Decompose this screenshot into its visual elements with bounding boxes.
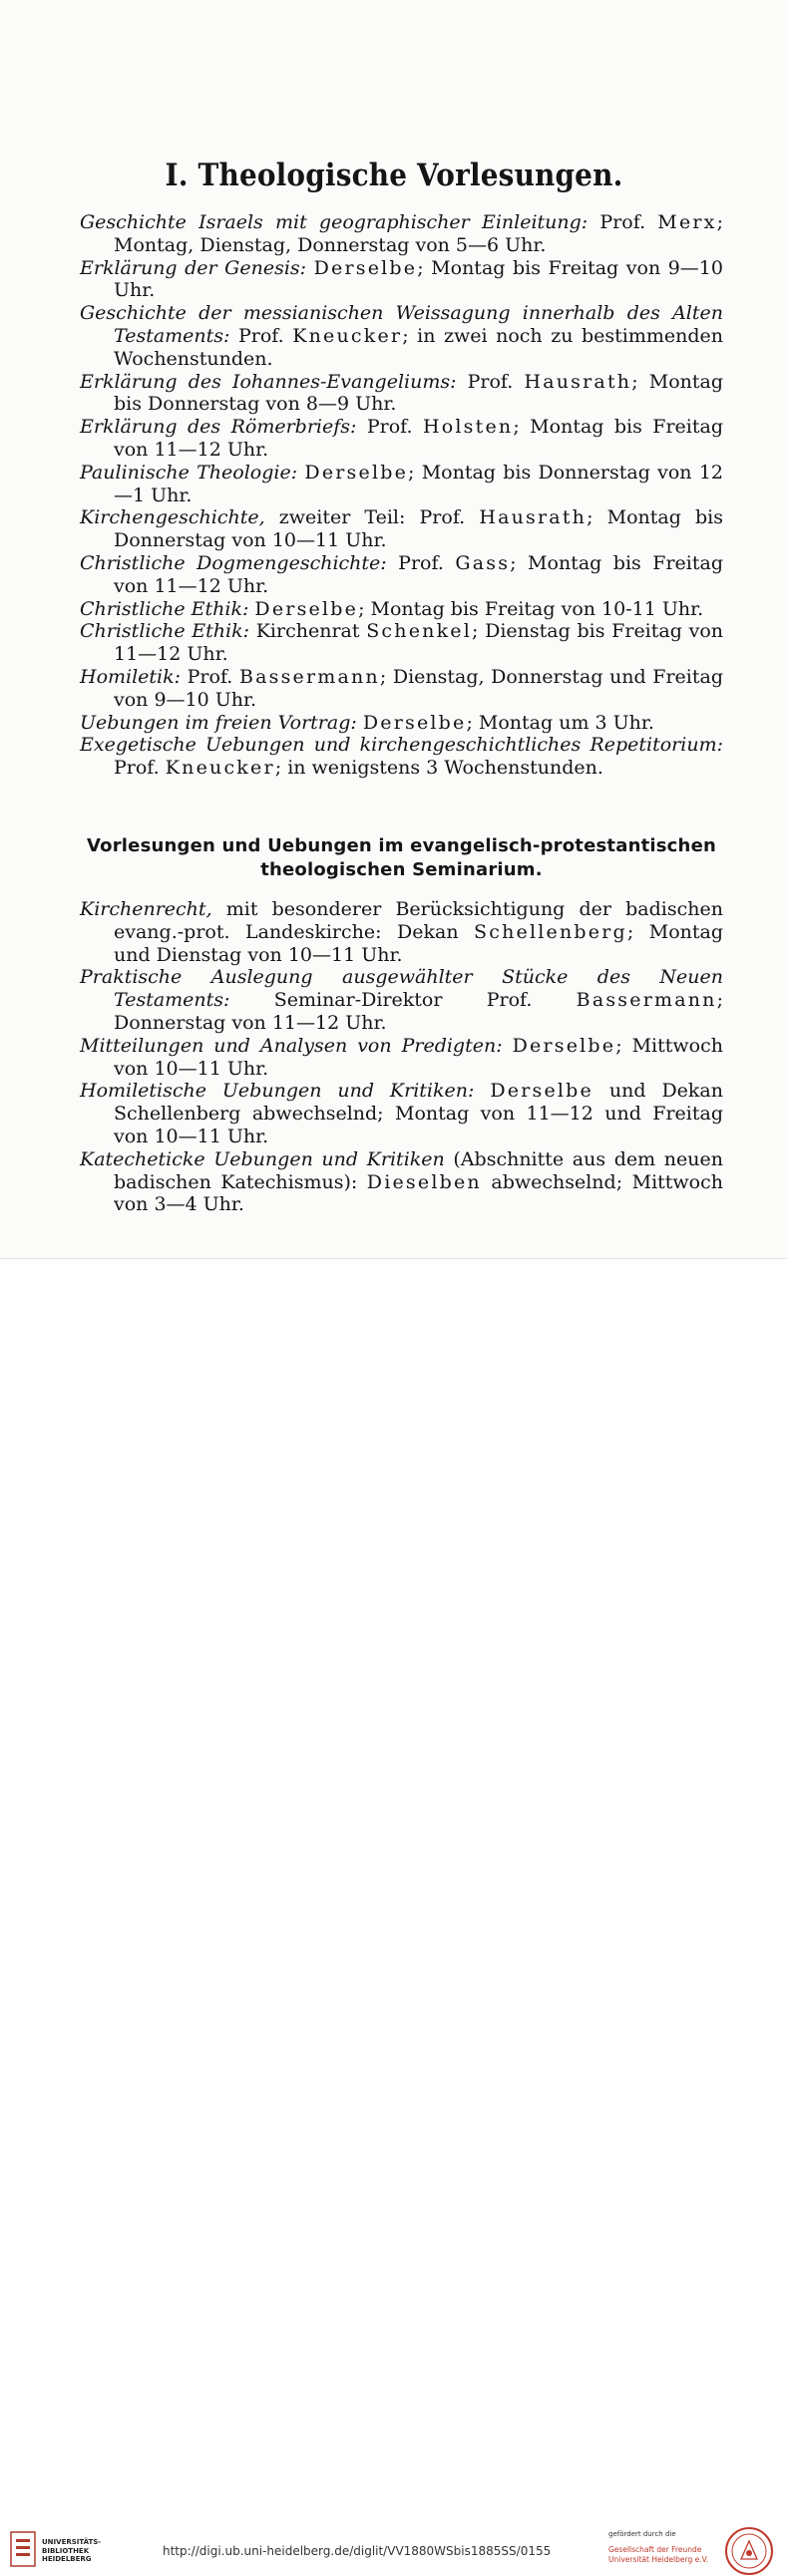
course-entry [80, 666, 723, 712]
entry-schedule: ; Montag um 3 Uhr. [466, 711, 654, 734]
library-name-line: UNIVERSITÄTS- [42, 2538, 102, 2546]
entry-schedule: ; Montag bis Freitag von 11—12 Uhr. [114, 416, 723, 461]
page-title: I. Theologische Vorlesungen. [165, 158, 623, 193]
lecturer-name: Hausrath [524, 370, 632, 393]
sponsor-line: Gesellschaft der Freunde [608, 2545, 702, 2554]
lecturer-name: Kneucker [165, 757, 275, 780]
course-entry [80, 620, 723, 666]
library-name-line: HEIDELBERG [42, 2555, 92, 2563]
section-heading-line-2: theologischen Seminarium. [260, 859, 543, 880]
course-entry [80, 416, 723, 462]
entry-text: mit besonderer Berücksichtigung der badischen evang.-prot. Landeskirche: Dekan [114, 898, 723, 943]
course-entry [80, 712, 723, 735]
lecturer-name: Schenkel [366, 620, 473, 643]
lecturer-name: Derselbe [512, 1034, 616, 1057]
course-title: Homiletik: [80, 665, 182, 688]
lecturer-name: Schellenberg [474, 920, 627, 943]
section-heading-line-1: Vorlesungen und Uebungen im evangelisch-protestantischen [87, 835, 716, 856]
course-entry [80, 966, 723, 1034]
source-url-link[interactable]: http://digi.ub.uni-heidelberg.de/diglit/VV1880WSbis1885SS/0155 [163, 2544, 552, 2558]
course-title: Geschichte der messianischen Weissagung innerhalb des Alten Testaments: [80, 302, 723, 347]
course-entry [80, 1035, 723, 1081]
sponsor-line: Universität Heidelberg e.V. [608, 2555, 709, 2564]
entry-schedule: ; Montag, Dienstag, Donnerstag von 5—6 Uhr. [114, 211, 723, 256]
course-title: Christliche Dogmengeschichte: [80, 551, 387, 574]
library-name [42, 2538, 101, 2564]
entry-schedule: ; Montag bis Donnerstag von 8—9 Uhr. [114, 370, 724, 416]
seminar-list [80, 898, 723, 1216]
lecturer-name: Bassermann [238, 665, 380, 688]
lecturer-name: Derselbe [313, 256, 418, 279]
entry-schedule: ; in wenigstens 3 Wochenstunden. [274, 757, 603, 780]
entry-text: Prof. [456, 370, 525, 393]
entry-schedule: ; Montag bis Freitag von 10-11 Uhr. [358, 597, 704, 620]
entry-schedule: ; Montag bis Freitag von 11—12 Uhr. [114, 551, 723, 597]
course-title: Christliche Ethik: [80, 597, 249, 620]
entry-text: (Abschnitte aus dem neuen badischen Katechismus): [114, 1147, 723, 1193]
course-title: Katecheticke Uebungen und Kritiken [80, 1147, 445, 1170]
entry-schedule: ; Montag bis Donnerstag von 12—1 Uhr. [114, 461, 723, 506]
entry-schedule: ; Donnerstag von 11—12 Uhr. [114, 989, 723, 1034]
lecturer-name: Gass [455, 551, 511, 574]
course-title: Paulinische Theologie: [80, 461, 298, 483]
course-entry [80, 734, 723, 780]
entry-schedule: und Dekan Schellenberg abwechselnd; Montag von 11—12 und Freitag von 10—11 Uhr. [114, 1080, 723, 1147]
lecturer-name: Hausrath [479, 506, 588, 529]
course-entry [80, 898, 723, 966]
entry-text: Prof. [588, 211, 658, 233]
course-title: Erklärung des Römerbriefs: [80, 416, 357, 439]
entry-text: Prof. [114, 757, 166, 780]
section-heading [80, 834, 723, 882]
lecturer-name: Derselbe [362, 711, 467, 734]
course-title: Uebungen im freien Vortrag: [80, 711, 357, 734]
entry-text: Prof. [229, 324, 293, 347]
lecturer-name: Derselbe [490, 1080, 593, 1103]
course-title: Erklärung der Genesis: [80, 256, 307, 279]
course-entry [80, 211, 723, 257]
entry-schedule: ; in zwei noch zu bestimmenden Wochenstunden. [114, 324, 723, 370]
entry-schedule: ; Montag bis Donnerstag von 10—11 Uhr. [114, 506, 723, 552]
course-title: Kirchenrecht, [80, 898, 212, 920]
library-logo-icon [10, 2531, 36, 2567]
lecturer-name: Derselbe [304, 461, 409, 483]
lecturer-name: Bassermann [576, 989, 717, 1012]
entry-schedule: ; Dienstag bis Freitag von 11—12 Uhr. [114, 620, 723, 666]
lecturer-name: Derselbe [254, 597, 359, 620]
entry-text: Prof. [181, 665, 239, 688]
course-entry [80, 506, 723, 552]
entry-schedule: ; Montag und Dienstag von 10—11 Uhr. [114, 920, 724, 966]
course-title: Mitteilungen und Analysen von Predigten: [80, 1034, 503, 1057]
entry-text [474, 1080, 490, 1102]
course-title: Christliche Ethik: [80, 620, 250, 643]
entry-text [306, 257, 314, 279]
footer-bar [0, 1258, 788, 2564]
course-entry [80, 462, 723, 507]
entry-schedule: ; Mittwoch von 10—11 Uhr. [114, 1034, 723, 1080]
scanned-page [0, 0, 788, 1258]
entry-text: Prof. [356, 416, 423, 439]
entry-schedule: ; Montag bis Freitag von 9—10 Uhr. [114, 256, 723, 302]
lecturer-name: Merx [657, 211, 717, 233]
entry-schedule: abwechselnd; Mittwoch von 3—4 Uhr. [114, 1170, 723, 1216]
lecturer-name: Dieselben [366, 1170, 482, 1193]
entry-text: Kirchenrat [249, 620, 367, 643]
course-entry [80, 257, 723, 303]
course-entry [80, 598, 723, 621]
entry-schedule: ; Dienstag, Donnerstag und Freitag von 9—10 Uhr. [114, 665, 724, 711]
lecture-list [80, 211, 723, 780]
course-entry [80, 371, 723, 417]
course-title: Erklärung des Iohannes-Evangeliums: [80, 370, 457, 393]
entry-text: Seminar-Direktor Prof. [229, 989, 577, 1012]
lecturer-name: Kneucker [292, 324, 403, 347]
library-name-line: BIBLIOTHEK [42, 2546, 90, 2555]
course-entry [80, 552, 723, 598]
university-seal-icon [724, 2526, 774, 2576]
course-title: Homiletische Uebungen und Kritiken: [80, 1080, 475, 1103]
course-title: Exegetische Uebungen und kirchengeschichtliches Repetitorium: [80, 734, 723, 757]
sponsor-label: gefördert durch die [608, 2530, 676, 2538]
course-entry [80, 1080, 723, 1147]
sponsor-name [608, 2545, 708, 2565]
entry-text [503, 1035, 513, 1057]
lecturer-name: Holsten [423, 416, 514, 439]
course-title: Kirchengeschichte, [80, 506, 265, 529]
entry-text: Prof. [386, 551, 456, 574]
course-title: Geschichte Israels mit geographischer Einleitung: [80, 211, 589, 233]
course-title: Praktische Auslegung ausgewählter Stücke des Neuen Testaments: [80, 966, 723, 1012]
course-entry [80, 1148, 723, 1216]
entry-text: zweiter Teil: Prof. [264, 506, 480, 529]
course-entry [80, 302, 723, 370]
